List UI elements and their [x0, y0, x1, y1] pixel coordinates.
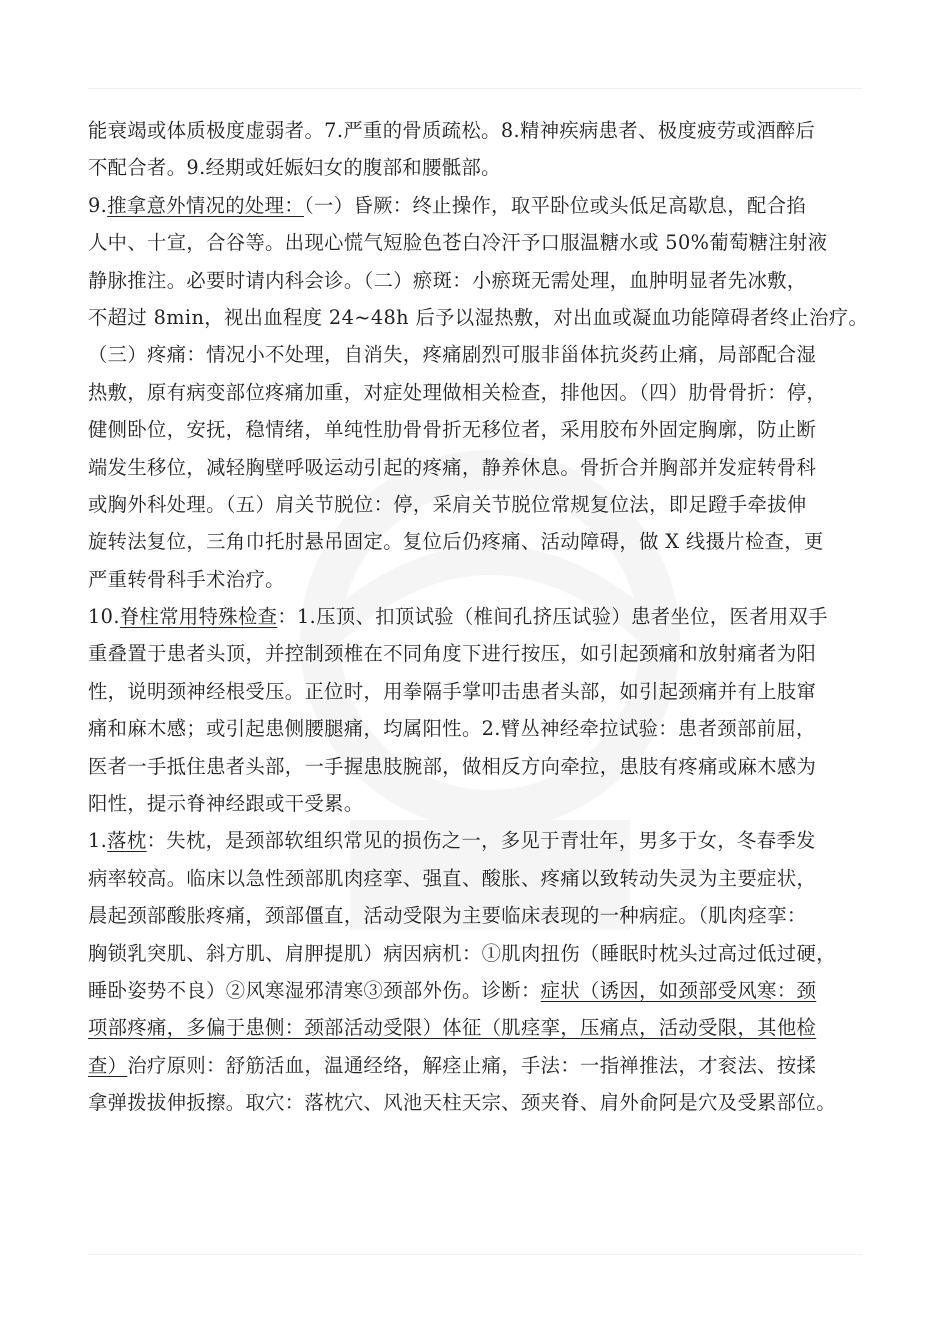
underlined-text: 症状（诱因，如颈部受风寒：颈 [540, 978, 817, 1002]
text-segment: ：1.压顶、扣顶试验（椎间孔挤压试验）患者坐位，医者用双手 [277, 605, 828, 629]
underlined-text: 推拿意外情况的处理： [107, 193, 305, 217]
text-segment: 阳性，提示脊神经跟或干受累。 [88, 792, 364, 816]
text-segment: （三）疼痛：情况小不处理，自消失，疼痛剧烈可服非甾体抗炎药止痛，局部配合湿 [88, 343, 817, 367]
text-line [88, 822, 864, 859]
text-segment: 9. [88, 193, 108, 217]
text-line [88, 673, 864, 710]
text-segment: 重叠置于患者头顶，并控制颈椎在不同角度下进行按压，如引起颈痛和放射痛者为阳 [88, 642, 817, 666]
text-segment: 睡卧姿势不良）②风寒湿邪清寒③颈部外伤。诊断： [88, 978, 541, 1002]
text-segment: 晨起颈部酸胀疼痛，颈部僵直，活动受限为主要临床表现的一种病症。（肌肉痉挛： [88, 904, 807, 928]
text-line [88, 598, 864, 635]
document-body [88, 112, 869, 1122]
text-line [88, 748, 864, 785]
text-line [88, 561, 864, 598]
text-line [88, 523, 864, 560]
text-segment: 热敷，原有病变部位疼痛加重，对症处理做相关检查，排他因。（四）肋骨骨折：停， [88, 380, 827, 404]
text-line [88, 187, 864, 224]
header-divider [88, 88, 862, 89]
underlined-text: 落枕 [107, 829, 147, 853]
text-line [88, 449, 864, 486]
text-segment: 严重转骨科手术治疗。 [88, 567, 285, 591]
underlined-text: 查） [88, 1053, 128, 1077]
text-line [88, 262, 864, 299]
text-line [88, 897, 864, 934]
text-segment: 静脉推注。必要时请内科会诊。（二）瘀斑：小瘀斑无需处理，血肿明显者先冰敷， [88, 268, 807, 292]
text-line [88, 785, 864, 822]
text-segment: 医者一手抵住患者头部，一手握患肢腕部，做相反方向牵拉，患肢有疼痛或麻木感为 [88, 754, 817, 778]
text-line [88, 1009, 864, 1046]
footer-divider [88, 1254, 862, 1255]
text-line [88, 112, 864, 149]
text-segment: 或胸外科处理。（五）肩关节脱位：停，采肩关节脱位常规复位法，即足蹬手牵拔伸 [88, 492, 807, 516]
text-segment: 不超过 8min，视出血程度 24~48h 后予以湿热敷，对出血或凝血功能障碍者终止治疗。 [88, 305, 869, 329]
text-segment: （一）昏厥：终止操作，取平卧位或头低足高歇息，配合掐 [304, 193, 807, 217]
text-line [88, 149, 864, 186]
text-segment: 人中、十宣，合谷等。出现心慌气短脸色苍白冷汗予口服温糖水或 50%葡萄糖注射液 [88, 231, 828, 255]
text-segment: ：失枕，是颈部软组织常见的损伤之一，多见于青壮年，男多于女，冬春季发 [146, 829, 816, 853]
text-segment: 痛和麻木感；或引起患侧腰腿痛，均属阳性。2.臂丛神经牵拉试验：患者颈部前屈， [88, 717, 816, 741]
text-segment: 健侧卧位，安抚，稳情绪，单纯性肋骨骨折无移位者，采用胶布外固定胸廓，防止断 [88, 418, 817, 442]
text-segment: 旋转法复位，三角巾托肘悬吊固定。复位后仍疼痛、活动障碍，做 X 线摄片检查，更 [88, 530, 824, 554]
text-line [88, 710, 864, 747]
text-line [88, 1047, 864, 1084]
text-segment: 胸锁乳突肌、斜方肌、肩胛提肌）病因病机：①肌肉扭伤（睡眠时枕头过高过低过硬， [88, 941, 836, 965]
text-segment: 拿弹拨拔伸扳擦。取穴：落枕穴、风池天柱天宗、颈夹脊、肩外俞阿是穴及受累部位。 [88, 1091, 836, 1115]
text-segment: 10. [88, 605, 120, 629]
text-line [88, 860, 864, 897]
text-segment: 不配合者。9.经期或妊娠妇女的腹部和腰骶部。 [88, 156, 501, 180]
text-line [88, 1084, 864, 1121]
text-line [88, 635, 864, 672]
text-segment: 1. [88, 829, 108, 853]
text-line [88, 299, 869, 336]
text-line [88, 972, 864, 1009]
underlined-text: 项部疼痛，多偏于患侧：颈部活动受限）体征（肌痉挛，压痛点，活动受限，其他检 [88, 1016, 817, 1040]
underlined-text: 脊柱常用特殊检查 [119, 605, 278, 629]
text-segment: 治疗原则：舒筋活血，温通经络，解痉止痛，手法：一指禅推法，才衮法、按揉 [127, 1053, 817, 1077]
text-line [88, 486, 864, 523]
text-segment: 病率较高。临床以急性颈部肌肉痉挛、强直、酸胀、疼痛以致转动失灵为主要症状， [88, 866, 817, 890]
text-line [88, 411, 864, 448]
text-line [88, 224, 864, 261]
text-line [88, 374, 864, 411]
text-segment: 能衰竭或体质极度虚弱者。7.严重的骨质疏松。8.精神疾病患者、极度疲劳或酒醉后 [88, 119, 816, 142]
text-line [88, 935, 864, 972]
text-line [88, 336, 864, 373]
text-segment: 端发生移位，减轻胸壁呼吸运动引起的疼痛，静养休息。骨折合并胸部并发症转骨科 [88, 455, 817, 479]
text-segment: 性，说明颈神经根受压。正位时，用拳隔手掌叩击患者头部，如引起颈痛并有上肢窜 [88, 679, 817, 703]
